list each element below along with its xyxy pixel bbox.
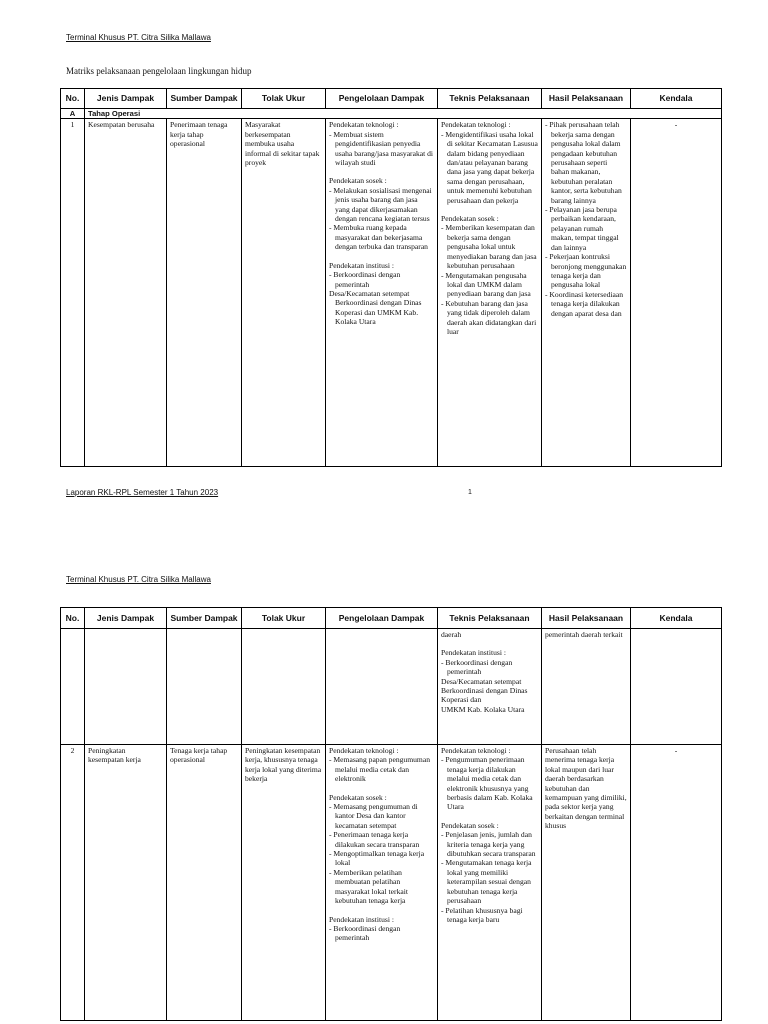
row-tolak-ukur: Masyarakat berkesempatan membuka usaha informal di sekitar tapak proyek xyxy=(242,119,326,467)
col-header-kendala: Kendala xyxy=(631,89,722,109)
approach-heading: Pendekatan teknologi : xyxy=(441,746,511,755)
list-item: daerah xyxy=(441,630,462,639)
list-item: Desa/Kecamatan setempat Berkoordinasi dengan Dinas Koperasi dan UMKM Kab. Kolaka Utara xyxy=(329,288,422,327)
list-item: - Membuka ruang kepada masyarakat dan bekerjasama dengan terbuka dan transparan xyxy=(329,223,428,252)
list-item: - Penerimaan tenaga kerja dilakukan secara transparan xyxy=(329,830,420,849)
row-kendala: - xyxy=(631,745,722,1021)
list-item: - Berkoordinasi dengan pemerintah xyxy=(441,657,513,677)
row-teknis-pelaksanaan xyxy=(438,119,542,467)
approach-heading: Pendekatan sosek : xyxy=(329,792,387,802)
page1-subtitle: Matriks pelaksanaan pengelolaan lingkungan hidup xyxy=(66,66,252,76)
col-header-jenis-dampak: Jenis Dampak xyxy=(85,608,167,629)
approach-heading: Pendekatan teknologi : xyxy=(329,746,399,755)
col-header-teknis-pelaksanaan: Teknis Pelaksanaan xyxy=(438,608,542,629)
approach-heading: Pendekatan institusi : xyxy=(329,914,394,924)
stage-row xyxy=(61,109,722,119)
list-item: - Memberikan kesempatan dan bekerja sama dengan pengusaha lokal untuk menyediakan barang dan jasa kebutuhan perusahaan xyxy=(441,223,537,271)
list-item: - Pihak perusahaan telah bekerja sama dengan pengusaha lokal dalam pengadaan kebutuhan perusahaan seperti bahan makanan, kebutuhan peralatan kantor, serta kebutuhan barang lainnya xyxy=(545,120,622,205)
row-teknis-pelaksanaan xyxy=(438,745,542,1021)
approach-heading: Pendekatan sosek : xyxy=(441,820,499,830)
col-header-sumber-dampak: Sumber Dampak xyxy=(167,89,242,109)
stage-label: Tahap Operasi xyxy=(85,109,722,119)
list-item: Desa/Kecamatan setempat Berkoordinasi dengan Dinas Koperasi dan xyxy=(441,676,528,705)
list-item: - Pengumuman penerimaan tenaga kerja dilakukan melalui media cetak dan elektronik khususnya yang berbasis dalam Kab. Kolaka Utara xyxy=(441,755,533,812)
list-item: - Memasang pengumuman di kantor Desa dan kantor kecamatan setempat xyxy=(329,802,418,830)
table-header-row xyxy=(61,608,722,629)
page-number: 1 xyxy=(468,489,472,496)
matrix-table-page2 xyxy=(60,607,722,1021)
list-item: - Kebutuhan barang dan jasa yang tidak diperoleh dalam daerah akan didatangkan dari luar xyxy=(441,298,537,336)
list-item: - Pelayanan jasa berupa perbaikan kendaraan, pelayanan rumah makan, tempat tinggal dan lainnya xyxy=(545,205,619,252)
list-item: - Memasang papan pengumuman melalui media cetak dan elektronik xyxy=(329,755,431,784)
row-jenis-dampak: Peningkatan kesempatan kerja xyxy=(85,745,167,1021)
list-item: - Berkoordinasi dengan pemerintah xyxy=(329,923,401,943)
table-row xyxy=(61,745,722,1021)
list-item: - Mengoptimalkan tenaga kerja lokal xyxy=(329,849,425,868)
col-header-pengelolaan-dampak: Pengelolaan Dampak xyxy=(326,89,438,109)
page1-footer: Laporan RKL-RPL Semester 1 Tahun 2023 xyxy=(66,488,219,497)
row-tolak-ukur: Peningkatan kesempatan kerja, khususnya tenaga kerja lokal yang diterima bekerja xyxy=(242,745,326,1021)
row-kendala: - xyxy=(631,119,722,467)
col-header-kendala: Kendala xyxy=(631,608,722,629)
approach-heading: Pendekatan institusi : xyxy=(441,648,506,658)
col-header-no: No. xyxy=(61,608,85,629)
table-row xyxy=(61,119,722,467)
row-teknis-pelaksanaan xyxy=(438,629,542,745)
list-item: - Memberikan pelatihan membuatan pelatihan masyarakat lokal terkait kebutuhan tenaga kerja xyxy=(329,867,408,906)
row-hasil-pelaksanaan xyxy=(542,119,631,467)
page1-header: Terminal Khusus PT. Citra Silika Mallawa xyxy=(66,33,211,42)
col-header-jenis-dampak: Jenis Dampak xyxy=(85,89,167,109)
list-item: - Pelatihan khususnya bagi tenaga kerja baru xyxy=(441,905,523,924)
approach-heading: Pendekatan teknologi : xyxy=(329,120,399,130)
row-jenis-dampak: Kesempatan berusaha xyxy=(85,119,167,467)
page2-header: Terminal Khusus PT. Citra Silika Mallawa xyxy=(66,575,211,584)
stage-no: A xyxy=(61,109,85,119)
row-hasil-pelaksanaan: pemerintah daerah terkait xyxy=(542,629,631,745)
list-item: UMKM Kab. Kolaka Utara xyxy=(441,704,525,714)
row-no: 1 xyxy=(61,119,85,467)
col-header-tolak-ukur: Tolak Ukur xyxy=(242,608,326,629)
col-header-sumber-dampak: Sumber Dampak xyxy=(167,608,242,629)
list-item: - Koordinasi ketersediaan tenaga kerja dilakukan dengan aparat desa dan xyxy=(545,289,624,318)
list-item: - Penjelasan jenis, jumlah dan kriteria tenaga kerja yang dibutuhkan secara transparan xyxy=(441,830,536,859)
row-pengelolaan-dampak xyxy=(326,745,438,1021)
list-item: - Pekerjaan kontruksi beronjong menggunakan tenaga kerja dan pengusaha lokal xyxy=(545,252,627,290)
col-header-pengelolaan-dampak: Pengelolaan Dampak xyxy=(326,608,438,629)
row-hasil-pelaksanaan: Perusahaan telah menerima tenaga kerja lokal maupun dari luar daerah berdasarkan kebutuhan dan kemampuan yang dimiliki, pada sektor kerja yang berkaitan dengan terminal khusus xyxy=(542,745,631,1021)
col-header-no: No. xyxy=(61,89,85,109)
list-item: - Membuat sistem pengidentifikasian penyedia usaha barang/jasa masyarakat di wilayah studi xyxy=(329,129,434,168)
approach-heading: Pendekatan sosek : xyxy=(441,214,499,224)
col-header-tolak-ukur: Tolak Ukur xyxy=(242,89,326,109)
approach-heading: Pendekatan teknologi : xyxy=(441,120,511,130)
row-no: 2 xyxy=(61,745,85,1021)
list-item: - Mengidentifikasi usaha lokal di sekitar Kecamatan Lasusua dalam bidang penyediaan dan/atau pelayanan barang dana jasa yang dapat bekerja sama dengan perusahaan, untuk memenuhi kebutuhan perusahaan dan pekerja xyxy=(441,129,538,205)
list-item: - Melakukan sosialisasi mengenai jenis usaha barang dan jasa yang dapat dikerjasamakan dengan rencana kegiatan tersus xyxy=(329,185,432,224)
matrix-table-page1 xyxy=(60,88,722,467)
row-pengelolaan-dampak xyxy=(326,119,438,467)
row-sumber-dampak: Penerimaan tenaga kerja tahap operasional xyxy=(167,119,242,467)
list-item: - Mengutamakan pengusaha lokal dan UMKM dalam penyediaan barang dan jasa xyxy=(441,270,531,299)
col-header-hasil-pelaksanaan: Hasil Pelaksanaan xyxy=(542,89,631,109)
list-item: - Mengutamakan tenaga kerja lokal yang memiliki keterampilan sesuai dengan kebutuhan tenaga kerja perusahaan xyxy=(441,858,532,906)
table-header-row xyxy=(61,89,722,109)
col-header-hasil-pelaksanaan: Hasil Pelaksanaan xyxy=(542,608,631,629)
col-header-teknis-pelaksanaan: Teknis Pelaksanaan xyxy=(438,89,542,109)
approach-heading: Pendekatan sosek : xyxy=(329,176,387,186)
approach-heading: Pendekatan institusi : xyxy=(329,260,394,270)
list-item: - Berkoordinasi dengan pemerintah xyxy=(329,270,401,289)
table-row-continued xyxy=(61,629,722,745)
row-sumber-dampak: Tenaga kerja tahap operasional xyxy=(167,745,242,1021)
